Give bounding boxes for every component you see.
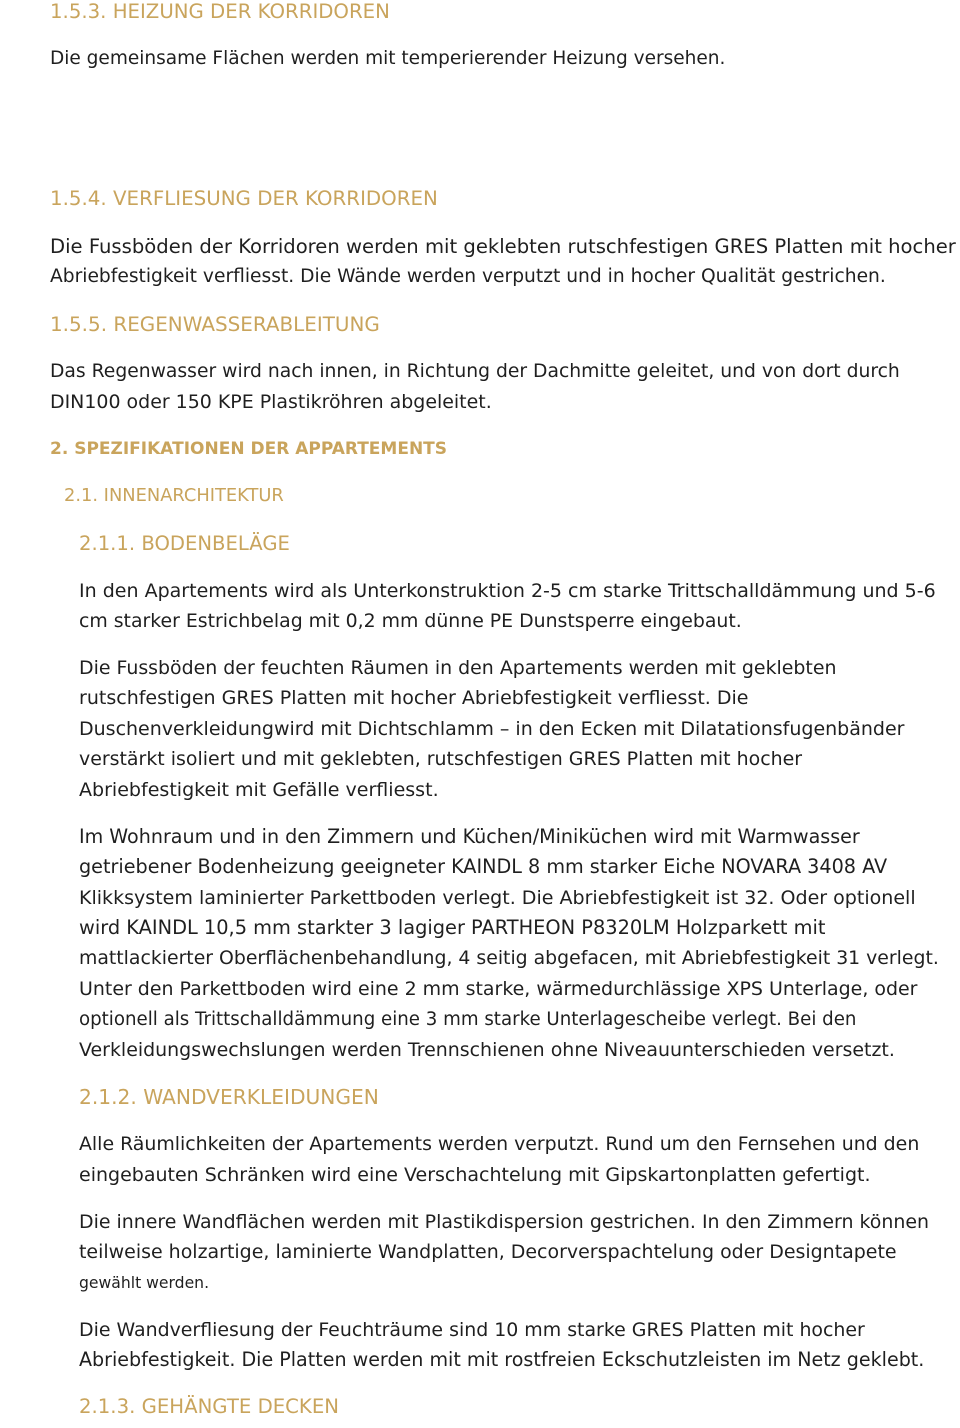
heading-2-1: 2.1. INNENARCHITEKTUR [64, 485, 284, 506]
paragraph-line: Das Regenwasser wird nach innen, in Richtung der Dachmitte geleitet, und von dort durch [50, 361, 900, 382]
heading-1-5-4: 1.5.4. VERFLIESUNG DER KORRIDOREN [50, 187, 438, 210]
paragraph-line: Verkleidungswechslungen werden Trennschienen ohne Niveauunterschieden versetzt. [79, 1039, 895, 1061]
paragraph-line: DIN100 oder 150 KPE Plastikröhren abgeleitet. [50, 391, 492, 413]
paragraph-line: Duschenverkleidungwird mit Dichtschlamm – in den Ecken mit Dilatationsfugenbänder [79, 718, 905, 740]
paragraph-line: Die Wandverfliesung der Feuchträume sind 10 mm starke GRES Platten mit hocher [79, 1319, 865, 1341]
paragraph-line: verstärkt isoliert und mit geklebten, rutschfestigen GRES Platten mit hocher [79, 748, 803, 770]
paragraph-line: eingebauten Schränken wird eine Verschachtelung mit Gipskartonplatten gefertigt. [79, 1164, 871, 1186]
paragraph-line: Abriebfestigkeit mit Gefälle verfliesst. [79, 779, 439, 801]
heading-1-5-5: 1.5.5. REGENWASSERABLEITUNG [50, 313, 380, 336]
paragraph-line: Abriebfestigkeit. Die Platten werden mit mit rostfreien Eckschutzleisten im Netz geklebt. [79, 1348, 925, 1371]
paragraph-line: Im Wohnraum und in den Zimmern und Küchen/Miniküchen wird mit Warmwasser [79, 825, 860, 848]
paragraph-line: wird KAINDL 10,5 mm starkter 3 lagiger PARTHEON P8320LM Holzparkett mit [79, 916, 826, 939]
heading-2: 2. SPEZIFIKATIONEN DER APPARTEMENTS [50, 439, 448, 459]
heading-2-1-1: 2.1.1. BODENBELÄGE [79, 532, 290, 555]
paragraph-line: In den Apartements wird als Unterkonstruktion 2-5 cm starke Trittschalldämmung und 5-6 [79, 580, 936, 602]
paragraph-line: teilweise holzartige, laminierte Wandplatten, Decorverspachtelung oder Designtapete [79, 1241, 897, 1263]
paragraph-line: cm starker Estrichbelag mit 0,2 mm dünne PE Dunstsperre eingebaut. [79, 610, 742, 632]
paragraph-line: Klikksystem laminierter Parkettboden verlegt. Die Abriebfestigkeit ist 32. Oder optionell [79, 887, 916, 909]
heading-2-1-2: 2.1.2. WANDVERKLEIDUNGEN [79, 1085, 379, 1109]
heading-2-1-3: 2.1.3. GEHÄNGTE DECKEN [79, 1395, 340, 1418]
paragraph-line: Unter den Parkettboden wird eine 2 mm starke, wärmedurchlässige XPS Unterlage, oder [79, 978, 918, 1000]
paragraph-line: mattlackierter Oberflächenbehandlung, 4 seitig abgefacen, mit Abriebfestigkeit 31 verlegt. [79, 948, 939, 969]
paragraph-line: Die Fussböden der Korridoren werden mit geklebten rutschfestigen GRES Platten mit hocher [50, 235, 956, 258]
paragraph-line: Die Fussböden der feuchten Räumen in den Apartements werden mit geklebten [79, 657, 837, 679]
paragraph-line: Abriebfestigkeit verfliesst. Die Wände werden verputzt und in hocher Qualität gestrichen. [50, 266, 886, 287]
paragraph-line: optionell als Trittschalldämmung eine 3 mm starke Unterlagescheibe verlegt. Bei den [79, 1009, 857, 1030]
paragraph-line: rutschfestigen GRES Platten mit hocher Abriebfestigkeit verfliesst. Die [79, 687, 749, 709]
paragraph-line: Alle Räumlichkeiten der Apartements werden verputzt. Rund um den Fernsehen und den [79, 1133, 920, 1155]
paragraph-line: Die innere Wandflächen werden mit Plastikdispersion gestrichen. In den Zimmern können [79, 1211, 930, 1233]
heading-1-5-3: 1.5.3. HEIZUNG DER KORRIDOREN [50, 0, 390, 23]
paragraph-line: Die gemeinsame Flächen werden mit temperierender Heizung versehen. [50, 48, 726, 69]
paragraph-line: getriebener Bodenheizung geeigneter KAINDL 8 mm starker Eiche NOVARA 3408 AV [79, 855, 888, 878]
paragraph-line: gewählt werden. [79, 1274, 210, 1292]
